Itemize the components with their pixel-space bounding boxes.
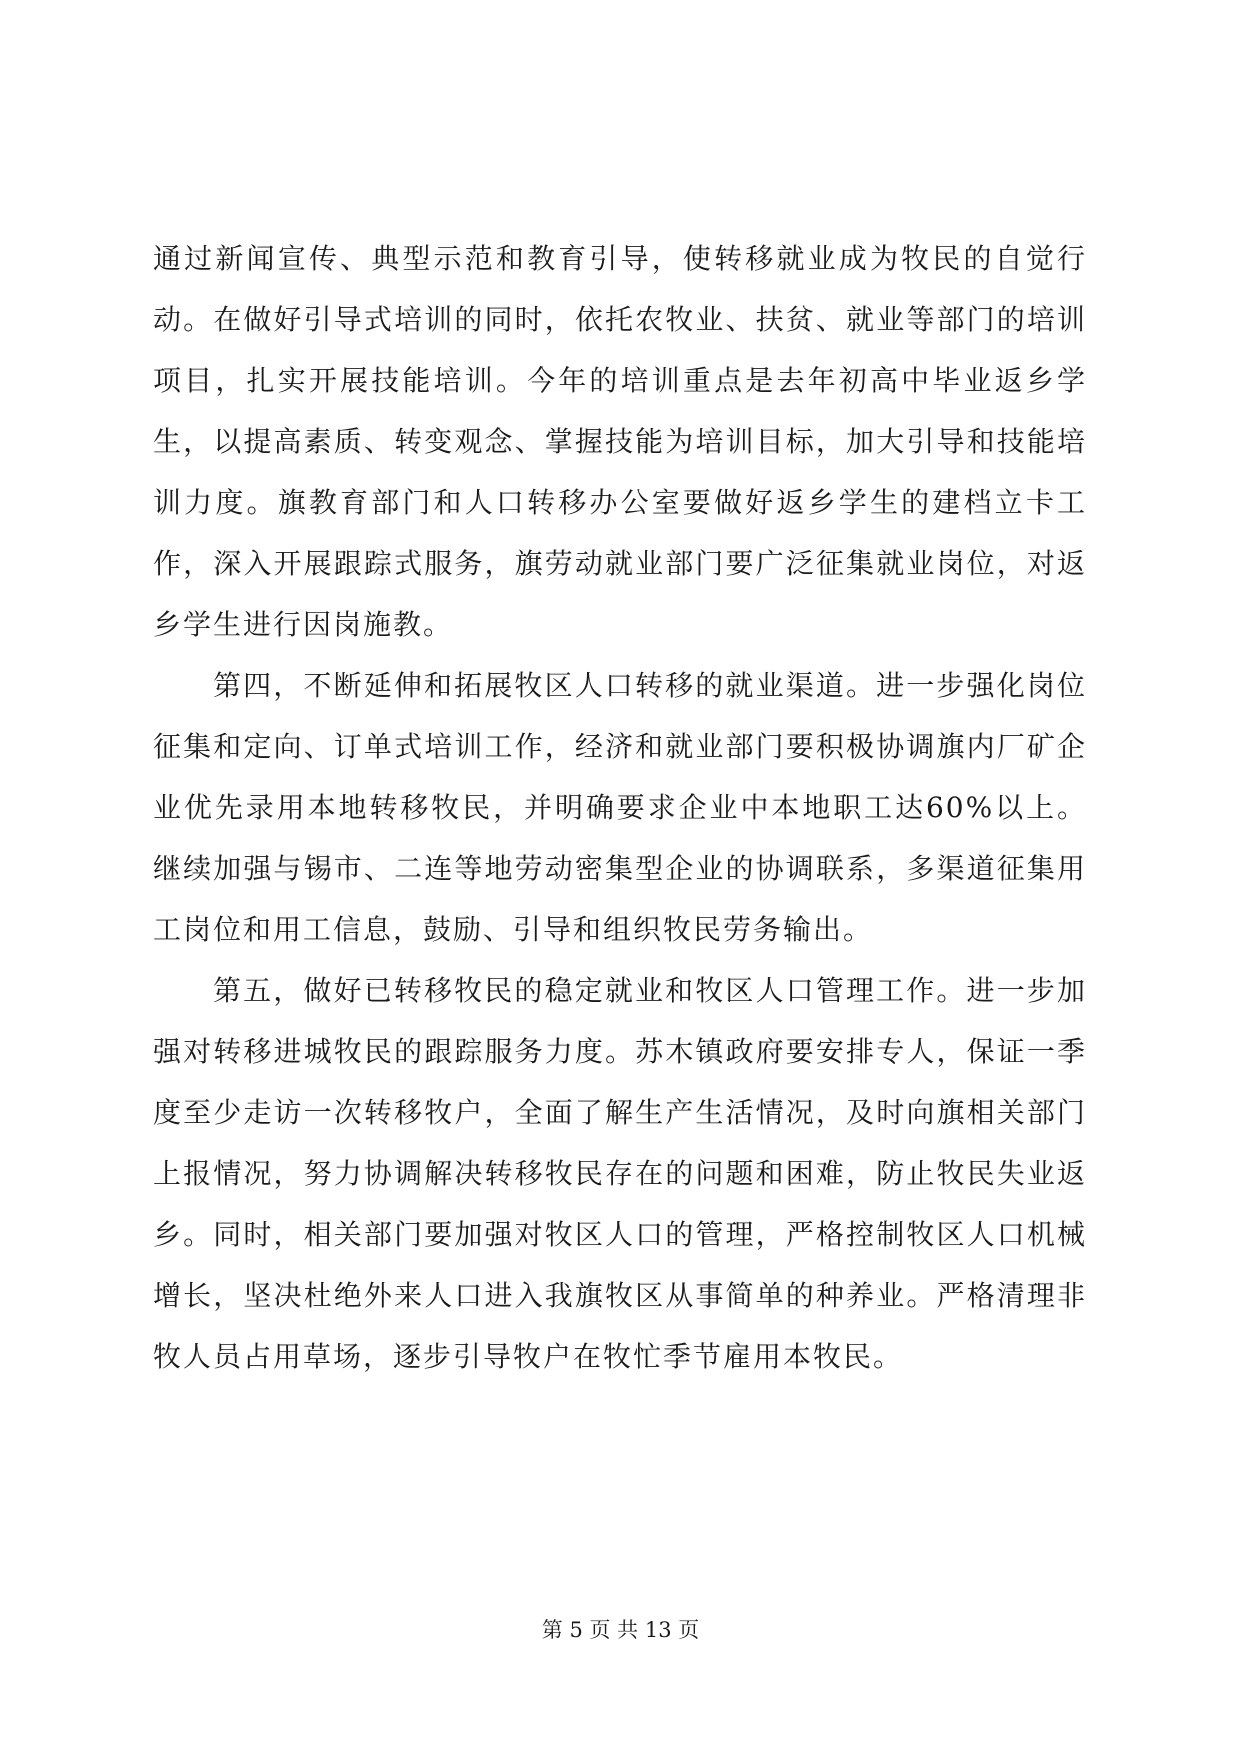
page-number-footer: 第 5 页 共 13 页 — [541, 1618, 700, 1642]
paragraph-fifth: 第五，做好已转移牧民的稳定就业和牧区人口管理工作。进一步加强对转移进城牧民的跟踪服务力度。苏木镇政府要安排专人，保证一季度至少走访一次转移牧户，全面了解生产生活情况，及时向旗相关部门上报情况，努力协调解决转移牧民存在的问题和困难，防止牧民失业返乡。同时，相关部门要加强对牧区人口的管理，严格控制牧区人口机械增长，坚决杜绝外来人口进入我旗牧区从事简单的种养业。严格清理非牧人员占用草场，逐步引导牧户在牧忙季节雇用本牧民。 — [153, 974, 1087, 1373]
paragraph-fourth: 第四，不断延伸和拓展牧区人口转移的就业渠道。进一步强化岗位征集和定向、订单式培训工作，经济和就业部门要积极协调旗内厂矿企业优先录用本地转移牧民，并明确要求企业中本地职工达60%以上。继续加强与锡市、二连等地劳动密集型企业的协调联系，多渠道征集用工岗位和用工信息，鼓励、引导和组织牧民劳务输出。 — [153, 669, 1087, 946]
paragraph-continuation: 通过新闻宣传、典型示范和教育引导，使转移就业成为牧民的自觉行动。在做好引导式培训的同时，依托农牧业、扶贫、就业等部门的培训项目，扎实开展技能培训。今年的培训重点是去年初高中毕业返乡学生，以提高素质、转变观念、掌握技能为培训目标，加大引导和技能培训力度。旗教育部门和人口转移办公室要做好返乡学生的建档立卡工作，深入开展跟踪式服务，旗劳动就业部门要广泛征集就业岗位，对返乡学生进行因岗施教。 — [153, 242, 1087, 641]
document-body — [153, 228, 1087, 1387]
